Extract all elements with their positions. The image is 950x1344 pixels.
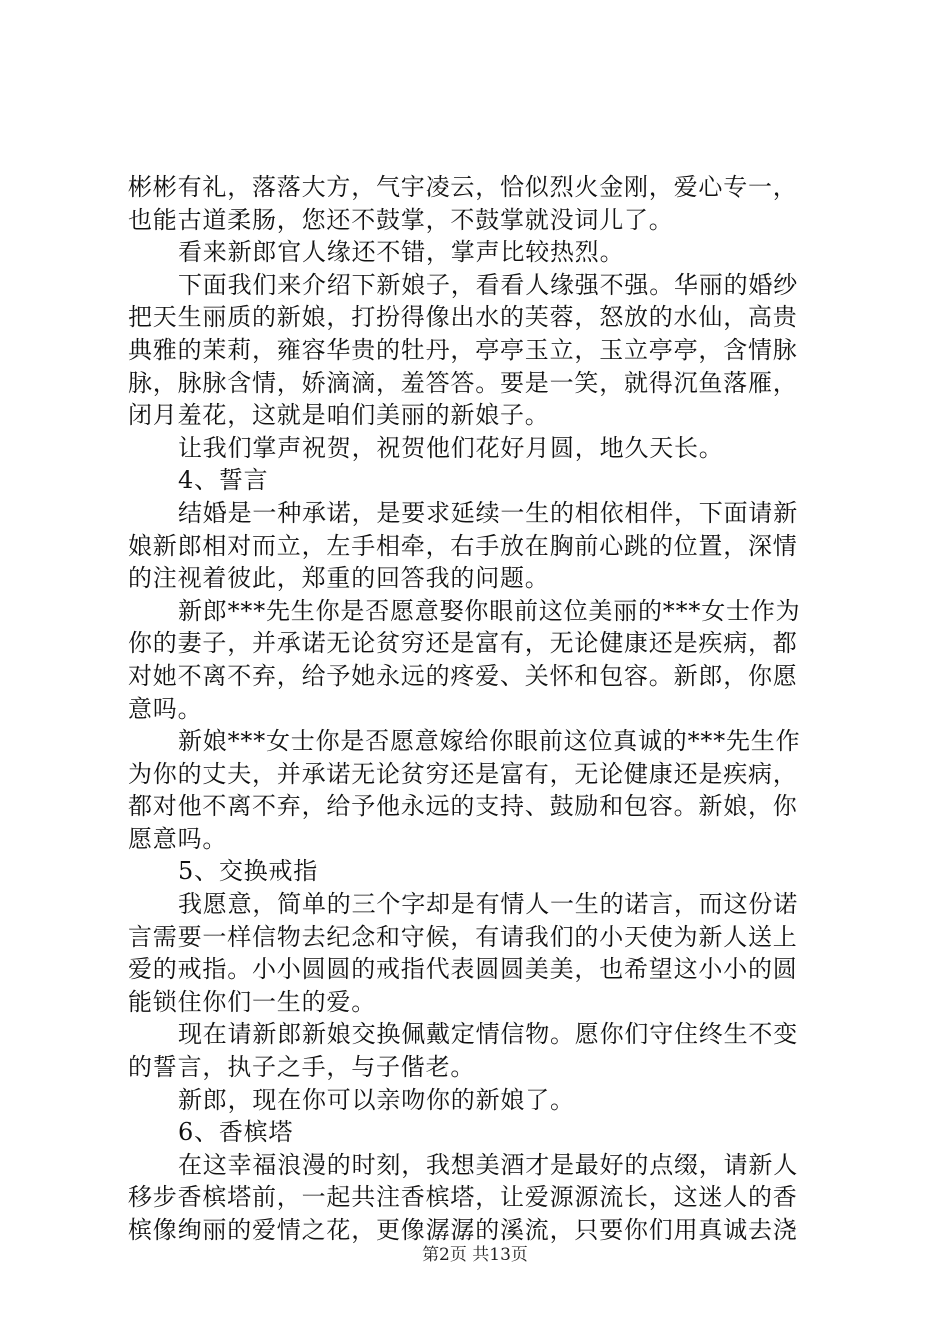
text-line: 下面我们来介绍下新娘子，看看人缘强不强。华丽的婚纱 <box>178 270 798 299</box>
text-line: 4、誓言 <box>178 466 269 495</box>
text-line: 愿意吗。 <box>128 824 228 853</box>
text-line: 意吗。 <box>128 694 203 723</box>
text-line: 脉，脉脉含情，娇滴滴，羞答答。要是一笑，就得沉鱼落雁， <box>128 368 798 397</box>
text-line: 的注视着彼此，郑重的回答我的问题。 <box>128 564 550 593</box>
text-line: 彬彬有礼，落落大方，气宇凌云，恰似烈火金刚，爱心专一， <box>128 173 798 201</box>
text-line: 对她不离不弃，给予她永远的疼爱、关怀和包容。新郎，你愿 <box>128 661 798 690</box>
text-line: 为你的丈夫，并承诺无论贫穷还是富有，无论健康还是疾病， <box>128 759 798 788</box>
document-body <box>128 171 832 1247</box>
text-line: 让我们掌声祝贺，祝贺他们花好月圆，地久天长。 <box>178 433 724 462</box>
text-line: 6、香槟塔 <box>178 1118 294 1147</box>
text-line: 新郎***先生你是否愿意娶你眼前这位美丽的***女士作为 <box>178 596 801 625</box>
text-line: 我愿意，简单的三个字却是有情人一生的诺言，而这份诺 <box>178 890 798 919</box>
text-line: 能锁住你们一生的爱。 <box>128 987 376 1016</box>
text-line: 现在请新郎新娘交换佩戴定情信物。愿你们守住终生不变 <box>178 1020 798 1049</box>
text-line: 看来新郎官人缘还不错，掌声比较热烈。 <box>178 238 625 267</box>
text-line: 在这幸福浪漫的时刻，我想美酒才是最好的点缀，请新人 <box>178 1150 798 1179</box>
text-line: 把天生丽质的新娘，打扮得像出水的芙蓉，怒放的水仙，高贵 <box>128 303 798 332</box>
text-line: 闭月羞花，这就是咱们美丽的新娘子。 <box>128 401 550 430</box>
text-line: 槟像绚丽的爱情之花，更像潺潺的溪流，只要你们用真诚去浇 <box>128 1216 798 1244</box>
text-line: 爱的戒指。小小圆圆的戒指代表圆圆美美，也希望这小小的圆 <box>128 955 798 984</box>
text-line: 5、交换戒指 <box>178 857 319 886</box>
text-line: 典雅的茉莉，雍容华贵的牡丹，亭亭玉立，玉立亭亭，含情脉 <box>128 335 798 364</box>
text-line: 移步香槟塔前，一起共注香槟塔，让爱源源流长，这迷人的香 <box>128 1183 798 1212</box>
text-line: 言需要一样信物去纪念和守候，有请我们的小天使为新人送上 <box>128 922 798 951</box>
text-line: 新郎，现在你可以亲吻你的新娘了。 <box>178 1085 575 1114</box>
text-line: 结婚是一种承诺，是要求延续一生的相依相伴，下面请新 <box>178 498 798 527</box>
text-line: 新娘***女士你是否愿意嫁给你眼前这位真诚的***先生作 <box>178 727 801 756</box>
text-line: 的誓言，执子之手，与子偕老。 <box>128 1053 476 1082</box>
text-line: 也能古道柔肠，您还不鼓掌，不鼓掌就没词儿了。 <box>128 205 674 234</box>
text-line: 都对他不离不弃，给予他永远的支持、鼓励和包容。新娘，你 <box>128 792 798 821</box>
text-line: 娘新郎相对而立，左手相牵，右手放在胸前心跳的位置，深情 <box>128 531 798 560</box>
page-footer: 第2页 共13页 <box>422 1245 528 1265</box>
text-line: 你的妻子，并承诺无论贫穷还是富有，无论健康还是疾病，都 <box>128 629 798 658</box>
